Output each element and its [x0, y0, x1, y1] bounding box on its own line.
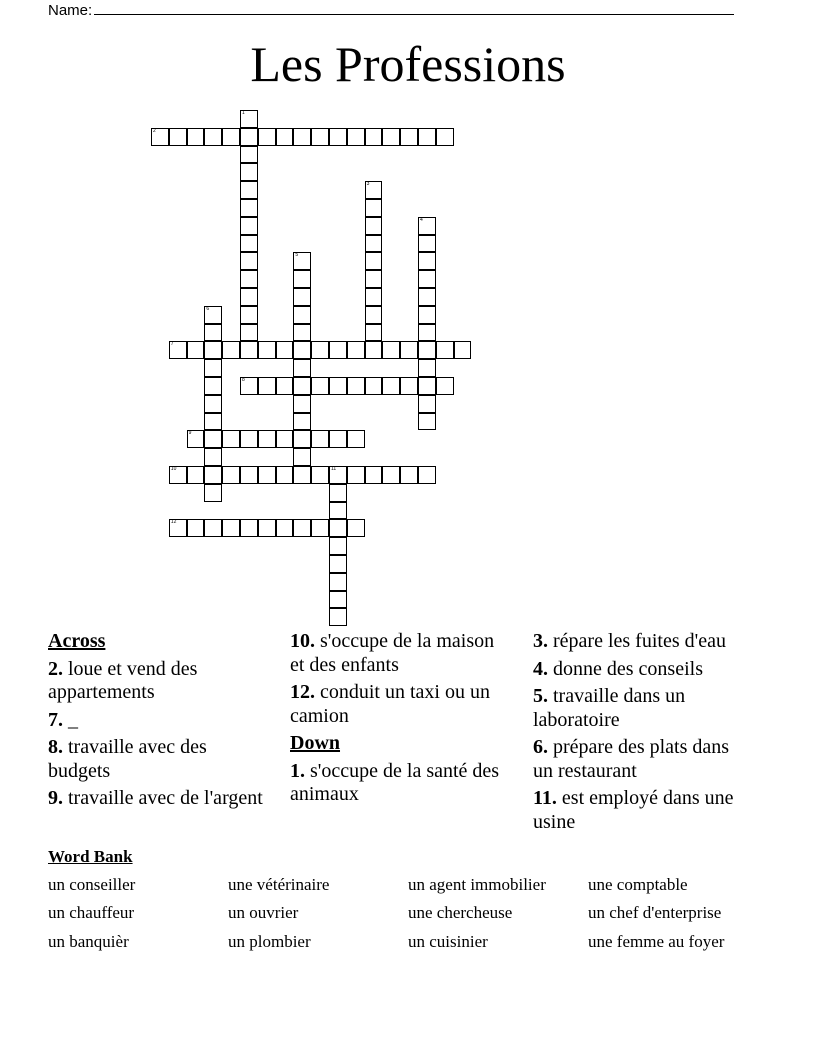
crossword-cell[interactable] [240, 270, 258, 288]
clue-across-2 [48, 658, 268, 705]
crossword-cell[interactable] [418, 306, 436, 324]
crossword-cell[interactable] [204, 448, 222, 466]
crossword-cell[interactable] [240, 235, 258, 253]
clue-text: prépare des plats dans un restaurant [533, 736, 730, 782]
crossword-cell-number: 7 [170, 341, 174, 348]
clues-column-3 [533, 630, 753, 838]
crossword-cell[interactable] [240, 324, 258, 342]
clue-text: _ [68, 708, 78, 731]
page-title: Les Professions [250, 36, 566, 92]
crossword-cell[interactable] [418, 359, 436, 377]
crossword-cell[interactable] [258, 466, 276, 484]
crossword-cell[interactable] [276, 430, 294, 448]
crossword-cell[interactable] [240, 163, 258, 181]
crossword-cell[interactable] [222, 466, 240, 484]
crossword-cell[interactable] [258, 377, 276, 395]
crossword-cell[interactable] [293, 395, 311, 413]
crossword-cell[interactable] [311, 128, 329, 146]
crossword-cell[interactable] [365, 252, 383, 270]
clue-text: travaille dans un laboratoire [533, 685, 686, 731]
crossword-cell[interactable] [365, 270, 383, 288]
crossword-cell[interactable] [311, 519, 329, 537]
crossword-cell[interactable] [436, 341, 454, 359]
clue-number: 10. [290, 630, 315, 652]
crossword-cell[interactable] [365, 306, 383, 324]
crossword-cell[interactable] [293, 270, 311, 288]
crossword-cell[interactable] [204, 359, 222, 377]
crossword-cell[interactable] [240, 288, 258, 306]
crossword-cell[interactable] [418, 270, 436, 288]
crossword-cell[interactable] [365, 341, 383, 359]
word-bank-item: un chauffeur [48, 903, 135, 922]
word-bank-item: un chef d'enterprise [588, 903, 722, 922]
crossword-cell[interactable] [329, 128, 347, 146]
word-bank-item: un ouvrier [228, 903, 299, 922]
crossword-cell[interactable] [240, 519, 258, 537]
crossword-cell[interactable] [240, 430, 258, 448]
crossword-cell[interactable] [204, 377, 222, 395]
crossword-cell[interactable] [240, 252, 258, 270]
crossword-cell[interactable] [329, 484, 347, 502]
crossword-cell[interactable] [293, 466, 311, 484]
crossword-cell[interactable] [187, 519, 205, 537]
crossword-cell[interactable] [258, 430, 276, 448]
crossword-cell[interactable] [382, 466, 400, 484]
clues-column-1 [48, 630, 268, 815]
clue-number: 6. [533, 736, 548, 758]
crossword-cell[interactable] [418, 395, 436, 413]
crossword-cell[interactable] [204, 519, 222, 537]
crossword-cell[interactable] [418, 128, 436, 146]
clue-down-5 [533, 685, 753, 732]
clue-down-4 [533, 658, 753, 682]
crossword-cell[interactable] [240, 146, 258, 164]
clue-number: 5. [533, 685, 548, 707]
word-bank-item: un cuisinier [408, 932, 488, 951]
clue-text: s'occupe de la maison et des enfants [290, 630, 495, 676]
word-bank-item: un agent immobilier [408, 875, 546, 894]
crossword-cell[interactable] [240, 377, 258, 395]
crossword-cell-number: 8 [242, 377, 245, 383]
crossword-cell[interactable] [276, 466, 294, 484]
crossword-cell[interactable] [204, 341, 222, 359]
crossword-cell-number: 10 [170, 466, 177, 472]
crossword-cell[interactable] [347, 341, 365, 359]
crossword-cell-number: 9 [188, 430, 192, 437]
crossword-cell[interactable] [240, 217, 258, 235]
crossword-cell[interactable] [276, 341, 294, 359]
crossword-cell[interactable] [204, 413, 222, 431]
crossword-cell[interactable] [365, 235, 383, 253]
clue-text: s'occupe de la santé des animaux [290, 759, 500, 805]
crossword-cell[interactable] [329, 537, 347, 555]
crossword-cell[interactable] [258, 341, 276, 359]
word-bank-item: une comptable [588, 875, 688, 894]
crossword-cell[interactable] [329, 519, 347, 537]
crossword-cell-number: 1 [242, 110, 245, 116]
crossword-cell[interactable] [347, 377, 365, 395]
crossword-cell[interactable] [311, 466, 329, 484]
clue-across-9 [48, 787, 268, 811]
crossword-cell[interactable] [151, 128, 169, 146]
crossword-cell[interactable] [311, 377, 329, 395]
crossword-cell[interactable] [365, 128, 383, 146]
crossword-cell[interactable] [454, 341, 472, 359]
word-bank-item: un conseiller [48, 875, 136, 894]
crossword-cell[interactable] [204, 128, 222, 146]
crossword-cell[interactable] [169, 128, 187, 146]
crossword-cell[interactable] [204, 466, 222, 484]
crossword-cell[interactable] [258, 519, 276, 537]
crossword-cell[interactable] [276, 377, 294, 395]
clue-across-8 [48, 736, 268, 783]
crossword-cell[interactable] [347, 430, 365, 448]
clue-down-6 [533, 736, 753, 783]
clue-text: donne des conseils [553, 657, 703, 680]
crossword-cell[interactable] [311, 430, 329, 448]
crossword-cell[interactable] [169, 466, 187, 484]
word-bank-title: Word Bank [48, 847, 133, 866]
word-bank-item: une vétérinaire [228, 875, 330, 894]
crossword-cell[interactable] [293, 306, 311, 324]
crossword-cell[interactable] [240, 341, 258, 359]
clue-number: 1. [290, 759, 305, 782]
crossword-cell[interactable] [311, 341, 329, 359]
crossword-cell[interactable] [204, 395, 222, 413]
crossword-cell[interactable] [400, 341, 418, 359]
crossword-cell[interactable] [276, 128, 294, 146]
crossword-cell[interactable] [240, 181, 258, 199]
crossword-cell-number: 2 [153, 127, 156, 134]
clue-text: travaille avec de l'argent [68, 787, 263, 809]
crossword-cell[interactable] [187, 341, 205, 359]
crossword-cell[interactable] [400, 466, 418, 484]
down-heading: Down [290, 732, 341, 754]
crossword-cell-number: 3 [366, 181, 370, 188]
crossword-cell[interactable] [418, 413, 436, 431]
crossword-cell-number: 4 [420, 216, 423, 223]
word-bank-item: une chercheuse [408, 903, 513, 922]
crossword-cell[interactable] [418, 252, 436, 270]
crossword-cell[interactable] [382, 128, 400, 146]
crossword-cell[interactable] [222, 430, 240, 448]
crossword-cell[interactable] [365, 181, 383, 199]
crossword-cell[interactable] [169, 341, 187, 359]
crossword-cell[interactable] [293, 252, 311, 270]
word-bank-item: une femme au foyer [588, 932, 725, 951]
clue-text: loue et vend des appartements [48, 657, 198, 703]
crossword-cell[interactable] [436, 377, 454, 395]
crossword-cell[interactable] [329, 377, 347, 395]
clue-number: 9. [48, 787, 63, 809]
clue-across-10 [290, 630, 512, 677]
crossword-cell[interactable] [240, 199, 258, 217]
crossword-cell[interactable] [347, 466, 365, 484]
crossword-cell[interactable] [222, 519, 240, 537]
crossword-cell[interactable] [258, 128, 276, 146]
clue-number: 2. [48, 657, 63, 680]
crossword-cell[interactable] [329, 573, 347, 591]
crossword-cell[interactable] [329, 591, 347, 609]
crossword-cell[interactable] [204, 306, 222, 324]
crossword-cell-number: 6 [206, 305, 210, 312]
crossword-cell[interactable] [382, 341, 400, 359]
crossword-cell[interactable] [365, 199, 383, 217]
crossword-cell[interactable] [418, 235, 436, 253]
name-label: Name: [48, 2, 93, 19]
clue-number: 3. [533, 630, 548, 652]
crossword-cell[interactable] [347, 519, 365, 537]
crossword-cell[interactable] [187, 128, 205, 146]
crossword-cell[interactable] [347, 128, 365, 146]
crossword-cell[interactable] [204, 484, 222, 502]
clue-text: répare les fuites d'eau [553, 630, 726, 652]
crossword-cell[interactable] [240, 466, 258, 484]
crossword-cell-number: 11 [331, 466, 337, 472]
crossword-cell[interactable] [365, 377, 383, 395]
crossword-cell[interactable] [222, 341, 240, 359]
crossword-cell[interactable] [400, 377, 418, 395]
crossword-cell[interactable] [365, 466, 383, 484]
crossword-cell-number: 12 [170, 519, 177, 526]
clue-down-3 [533, 630, 753, 654]
crossword-cell[interactable] [329, 555, 347, 573]
crossword-cell[interactable] [418, 288, 436, 306]
crossword-cell[interactable] [240, 128, 258, 146]
crossword-cell[interactable] [293, 128, 311, 146]
crossword-cell[interactable] [329, 341, 347, 359]
clue-number: 11. [533, 787, 557, 809]
crossword-cell[interactable] [365, 288, 383, 306]
clue-text: travaille avec des budgets [48, 736, 207, 782]
crossword-cell[interactable] [329, 466, 347, 484]
crossword-cell[interactable] [418, 324, 436, 342]
crossword-cell[interactable] [293, 430, 311, 448]
crossword-cell[interactable] [169, 519, 187, 537]
crossword-cell[interactable] [240, 110, 258, 128]
crossword-cell[interactable] [240, 306, 258, 324]
crossword-cell[interactable] [187, 430, 205, 448]
crossword-cell[interactable] [382, 377, 400, 395]
crossword-cell[interactable] [418, 466, 436, 484]
crossword-cell[interactable] [276, 519, 294, 537]
crossword-cell[interactable] [293, 288, 311, 306]
crossword-cell-number: 5 [295, 252, 299, 259]
clue-number: 4. [533, 657, 548, 680]
clue-across-7 [48, 709, 268, 733]
clue-text: est employé dans une usine [533, 787, 734, 833]
crossword-cell[interactable] [293, 324, 311, 342]
crossword-cell[interactable] [365, 217, 383, 235]
crossword-cell[interactable] [293, 377, 311, 395]
crossword-cell[interactable] [400, 128, 418, 146]
crossword-cell[interactable] [418, 217, 436, 235]
crossword-cell[interactable] [329, 502, 347, 520]
crossword-cell[interactable] [365, 324, 383, 342]
crossword-cell[interactable] [418, 341, 436, 359]
clues-column-2 [290, 630, 512, 811]
clue-across-12 [290, 681, 512, 728]
crossword-cell[interactable] [329, 430, 347, 448]
crossword-cell[interactable] [204, 430, 222, 448]
crossword-cell[interactable] [293, 359, 311, 377]
crossword-cell[interactable] [204, 324, 222, 342]
word-bank-item: un plombier [228, 932, 311, 951]
crossword-cell[interactable] [222, 128, 240, 146]
clue-text: conduit un taxi ou un camion [290, 681, 490, 727]
clue-number: 8. [48, 736, 63, 758]
clue-number: 7. [48, 708, 63, 731]
crossword-cell[interactable] [187, 466, 205, 484]
crossword-cell[interactable] [293, 519, 311, 537]
crossword-cell[interactable] [293, 448, 311, 466]
crossword-cell[interactable] [418, 377, 436, 395]
crossword-cell[interactable] [329, 608, 347, 626]
crossword-cell[interactable] [436, 128, 454, 146]
word-bank-item: un banquièr [48, 932, 129, 951]
crossword-cell[interactable] [293, 413, 311, 431]
clue-down-11 [533, 787, 753, 834]
clue-down-1 [290, 760, 512, 807]
clue-number: 12. [290, 681, 315, 703]
across-heading: Across [48, 630, 106, 652]
crossword-cell[interactable] [293, 341, 311, 359]
